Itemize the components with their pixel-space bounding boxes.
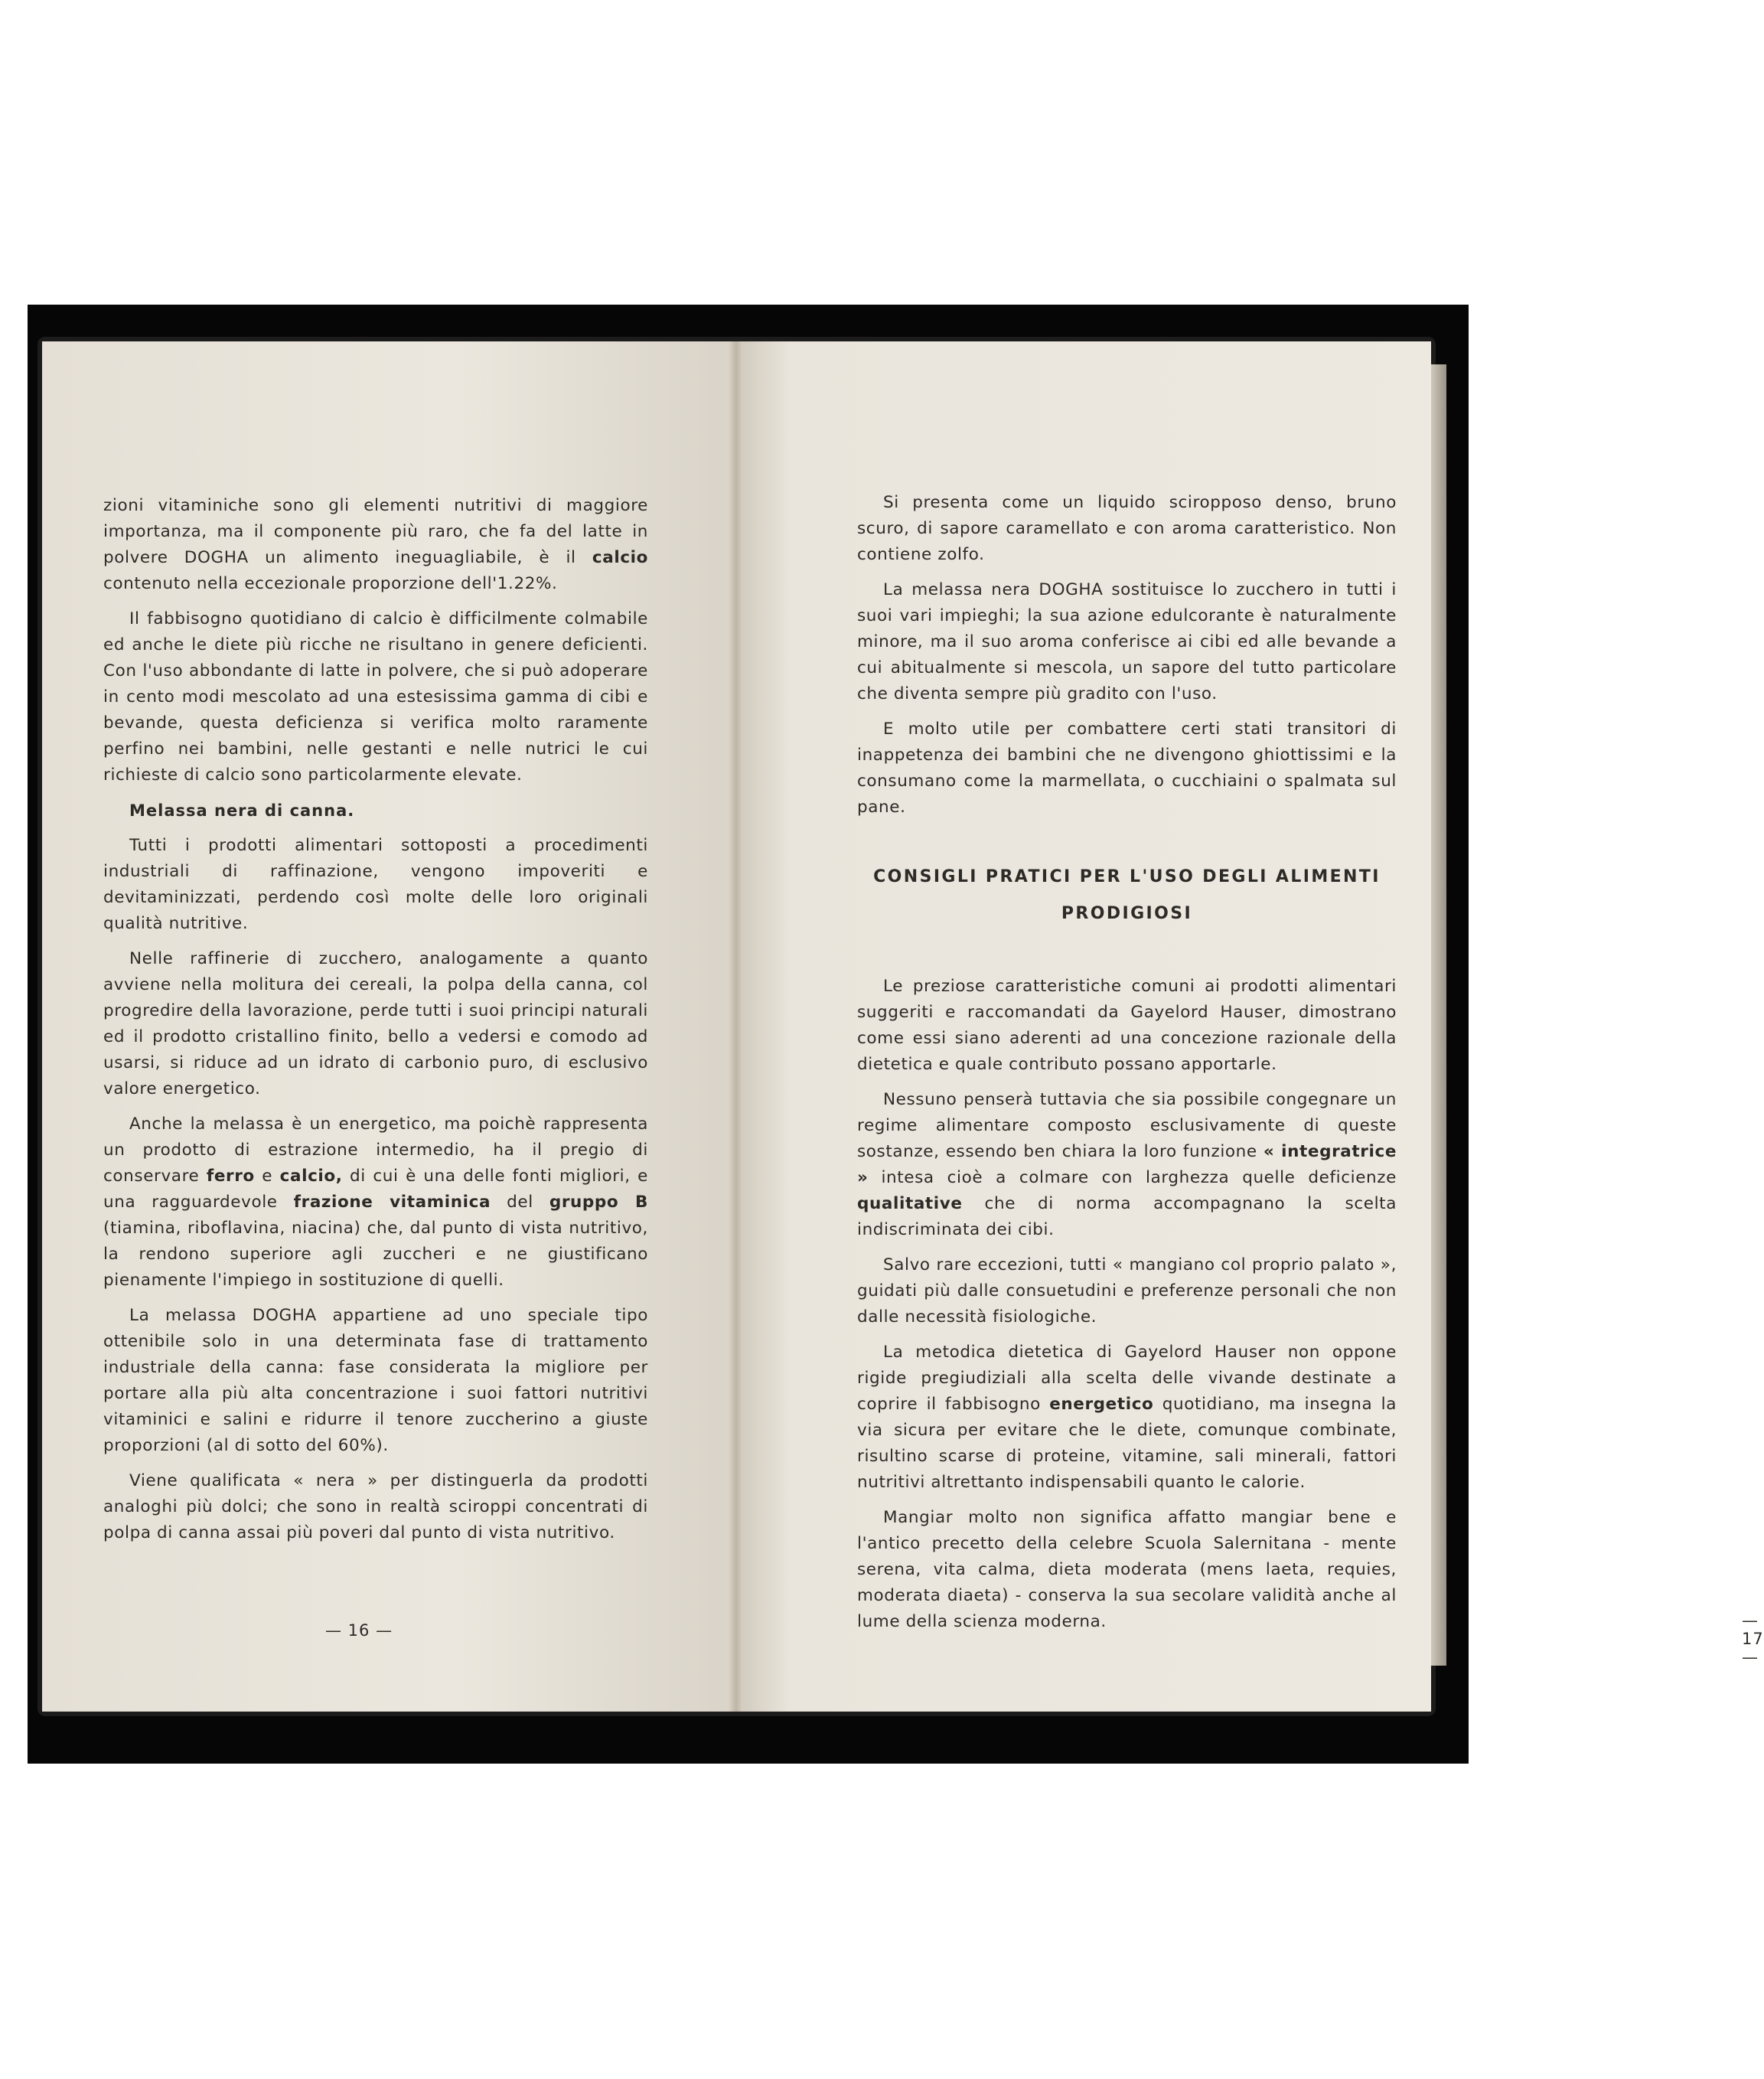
text-run: intesa cioè a colmare con larghezza quelle deficienze	[868, 1168, 1397, 1187]
paragraph: Tutti i prodotti alimentari sottoposti a procedimenti industriali di raffinazione, vengono impoveriti e devitaminizzati, perdendo così molte delle loro originali qualità nutritive.	[103, 836, 648, 933]
text-run: di cui è una delle fonti migliori, e una ragguardevole	[103, 1167, 648, 1212]
bold-term: calcio	[592, 548, 648, 567]
bold-term: « integratrice »	[857, 1142, 1397, 1187]
text-run: quotidiano, ma insegna la via sicura per evitare che le diete, comunque combinate, risultino scarse di proteine, vitamine, sali minerali, fattori nutritivi altrettanto indispensabili quanto le calorie.	[857, 1395, 1397, 1492]
bold-term: frazione vitaminica	[293, 1193, 491, 1212]
page-number: — 16 —	[325, 1621, 393, 1640]
right-page-text	[857, 490, 1397, 1644]
text-run: La metodica dietetica di Gayelord Hauser non oppone rigide pregiudiziali alla scelta delle vivande destinate a coprire il fabbisogno	[857, 1343, 1397, 1414]
paragraph: Viene qualificata « nera » per distinguerla da prodotti analoghi più dolci; che sono in realtà sciroppi concentrati di polpa di canna assai più poveri dal punto di vista nutritivo.	[103, 1471, 648, 1542]
text-run: che di norma accompagnano la scelta indiscriminata dei cibi.	[857, 1194, 1397, 1239]
paragraph: E molto utile per combattere certi stati transitori di inappetenza dei bambini che ne divengono ghiottissimi e la consumano come la marmellata, o cucchiaini o spalmata sul pane.	[857, 720, 1397, 817]
bold-term: energetico	[1049, 1395, 1154, 1414]
text-run: zioni vitaminiche sono gli elementi nutritivi di maggiore importanza, ma il componente più raro, che fa del latte in polvere DOGHA un alimento ineguagliabile, è il	[103, 496, 648, 567]
text-run: Nessuno penserà tuttavia che sia possibile congegnare un regime alimentare composto esclusivamente di queste sostanze, essendo ben chiara la loro funzione	[857, 1090, 1397, 1161]
bold-term: calcio,	[279, 1167, 343, 1186]
text-run: (tiamina, riboflavina, niacina) che, dal punto di vista nutritivo, la rendono superiore agli zuccheri e ne giustificano pienamente l'impiego in sostituzione di quelli.	[103, 1219, 648, 1290]
book-gutter	[729, 341, 743, 1712]
paragraph: Il fabbisogno quotidiano di calcio è difficilmente colmabile ed anche le diete più ricche ne risultano in genere deficienti. Con l'uso abbondante di latte in polvere, che si può adoperare in cento modi mescolato ad una estesissima gamma di cibi e bevande, questa deficienza si verifica molto raramente perfino nei bambini, nelle gestanti e nelle nutrici le cui richieste di calcio sono particolarmente elevate.	[103, 609, 648, 785]
heading-line: PRODIGIOSI	[1061, 904, 1193, 923]
bold-term: gruppo B	[549, 1193, 648, 1212]
left-page	[42, 341, 735, 1712]
text-run: Anche la melassa è un energetico, ma poichè rappresenta un prodotto di estrazione intermedio, ha il pregio di conservare	[103, 1115, 648, 1186]
paragraph	[857, 1340, 1397, 1496]
bold-term: qualitative	[857, 1194, 963, 1213]
paragraph: Nelle raffinerie di zucchero, analogamente a quanto avviene nella molitura dei cereali, la polpa della canna, col progredire della lavorazione, perde tutti i suoi principi naturali ed il prodotto cristallino finito, bello a vedersi e comodo ad usarsi, si riduce ad un idrato di carbonio puro, di esclusivo valore energetico.	[103, 949, 648, 1098]
heading-line: CONSIGLI PRATICI PER L'USO DEGLI ALIMENTI	[873, 867, 1381, 886]
section-heading	[857, 859, 1397, 932]
left-page-text	[103, 493, 648, 1555]
text-run: e	[254, 1167, 280, 1186]
paragraph: Mangiar molto non significa affatto mangiar bene e l'antico precetto della celebre Scuola Salernitana - mente serena, vita calma, dieta moderata (mens laeta, requies, moderata diaeta) - conserva la sua secolare validità anche al lume della scienza moderna.	[857, 1508, 1397, 1631]
right-page	[735, 341, 1764, 1712]
section-heading: Melassa nera di canna.	[129, 801, 355, 820]
paragraph: La melassa nera DOGHA sostituisce lo zucchero in tutti i suoi vari impieghi; la sua azione edulcorante è naturalmente minore, ma il suo aroma conferisce ai cibi ed alle bevande a cui abitualmente si mescola, un sapore del tutto particolare che diventa sempre più gradito con l'uso.	[857, 580, 1397, 703]
page-edges	[1431, 364, 1446, 1666]
text-run: del	[491, 1193, 549, 1212]
paragraph: Salvo rare eccezioni, tutti « mangiano col proprio palato », guidati più dalle consuetudini e preferenze personali che non dalle necessità fisiologiche.	[857, 1255, 1397, 1327]
paragraph: Si presenta come un liquido sciropposo denso, bruno scuro, di sapore caramellato e con aroma caratteristico. Non contiene zolfo.	[857, 493, 1397, 564]
paragraph	[103, 493, 648, 597]
text-run: contenuto nella eccezionale proporzione dell'1.22%.	[103, 574, 558, 593]
paragraph	[857, 1087, 1397, 1243]
booklet-spread	[42, 341, 1764, 1712]
paragraph: Le preziose caratteristiche comuni ai prodotti alimentari suggeriti e raccomandati da Gayelord Hauser, dimostrano come essi siano aderenti ad una concezione razionale della dietetica e quale contributo possano apportarle.	[857, 977, 1397, 1074]
page-number: — 17 —	[1742, 1611, 1764, 1666]
bold-term: ferro	[206, 1167, 255, 1186]
paragraph	[103, 1111, 648, 1294]
paragraph: La melassa DOGHA appartiene ad uno speciale tipo ottenibile solo in una determinata fase di trattamento industriale della canna: fase considerata la migliore per portare alla più alta concentrazione i suoi fattori nutritivi vitaminici e salini e ridurre il tenore zuccherino a giuste proporzioni (al di sotto del 60%).	[103, 1306, 648, 1455]
